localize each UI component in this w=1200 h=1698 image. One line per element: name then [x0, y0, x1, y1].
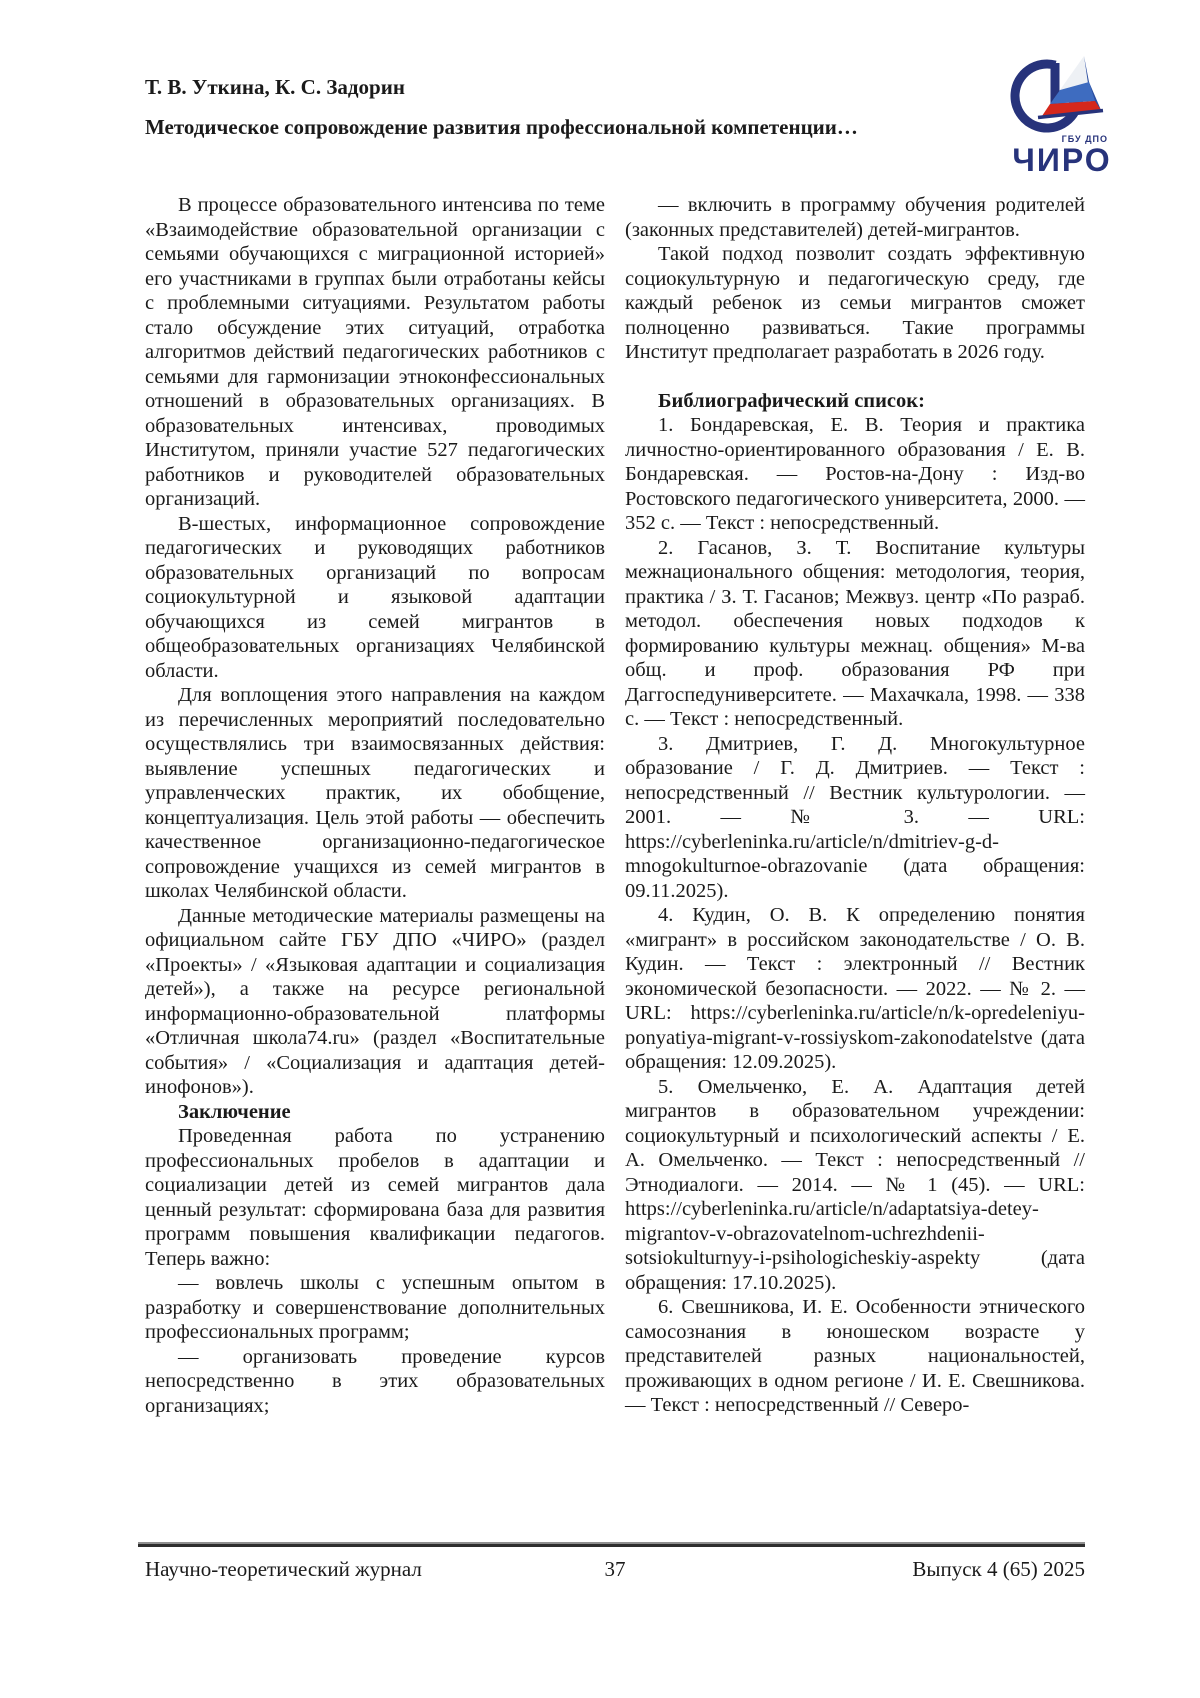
footer-issue: Выпуск 4 (65) 2025 — [912, 1557, 1085, 1581]
list-item: — организовать проведение курсов непосредственно в этих образовательных организациях; — [145, 1345, 605, 1417]
header-running-title: Методическое сопровождение развития профессиональной компетенции… — [145, 115, 858, 139]
bibliography-item: 1. Бондаревская, Е. В. Теория и практика личностно-ориентированного образования / Е. В. Бондаревская. — Ростов-на-Дону : Изд-во Ростовского педагогического университета, 2000. — 352 с. — Текст : непосредственный. — [625, 414, 1085, 534]
footer-journal-type: Научно-теоретический журнал — [145, 1557, 422, 1581]
left-column — [145, 193, 605, 1418]
bibliography-item: 5. Омельченко, Е. А. Адаптация детей мигрантов в образовательном учреждении: социокультурный и психологический аспекты / Е. А. Омельченко. — Текст : непосредственный // Этнодиалоги. — 2014. — № 1 (45). — URL: https://cyberleninka.ru/article/n/adaptatsiya-detey-migrantov-v-obrazovatelnom-uchrezhdenii-sotsiokulturnyy-i-psihologicheskiy-aspekty (дата обращения: 17.10.2025). — [625, 1075, 1085, 1294]
page-header — [145, 74, 965, 140]
footer-page-number: 37 — [604, 1557, 626, 1581]
logo-org-type: ГБУ ДПО — [1061, 134, 1108, 144]
conclusion-heading: Заключение — [178, 1100, 291, 1123]
bibliography-item: 3. Дмитриев, Г. Д. Многокультурное образование / Г. Д. Дмитриев. — Текст : непосредственный // Вестник культурологии. — 2001. — № 3. — URL: https://cyberleninka.ru/article/n/dmitriev-g-d-mnogokulturnoe-obrazovanie (дата обращения: 09.11.2025). — [625, 732, 1085, 902]
paragraph: В процессе образовательного интенсива по теме «Взаимодействие образовательной организации с семьями обучающихся с миграционной историей» его участниками в группах были отработаны кейсы с проблемными ситуациями. Результатом работы стало обсуждение этих ситуаций, отработка алгоритмов действий педагогических работников с семьями для гармонизации этноконфессиональных отношений в образовательных организациях. В образовательных интенсивах, проводимых Институтом, приняли участие 527 педагогических работников и руководителей образовательных организаций. — [145, 194, 605, 510]
list-item: — включить в программу обучения родителей (законных представителей) детей-мигрантов. — [625, 194, 1085, 241]
chiro-logo — [1002, 54, 1122, 178]
bibliography-item: 4. Кудин, О. В. К определению понятия «мигрант» в российском законодательстве / О. В. Кудин. — Текст : электронный // Вестник экономической безопасности. — 2022. — № 2. — URL: https://cyberleninka.ru/article/n/k-opredeleniyu-ponyatiya-migrant-v-rossiyskom-zakonodatelstve (дата обращения: 12.09.2025). — [625, 904, 1085, 1073]
bibliography-item: 6. Свешникова, И. Е. Особенности этнического самосознания в юношеском возрасте у представителей разных национальностей, проживающих в одном регионе / И. Е. Свешникова. — Текст : непосредственный // Северо- — [625, 1296, 1085, 1416]
paragraph: Проведенная работа по устранению профессиональных пробелов в адаптации и социализации детей из семей мигрантов дала ценный результат: сформирована база для развития программ повышения квалификации педагогов. Теперь важно: — [145, 1125, 605, 1270]
article-body — [145, 193, 1085, 1418]
paragraph: Такой подход позволит создать эффективную социокультурную и педагогическую среду, где каждый ребенок из семьи мигрантов сможет полноценно развиваться. Такие программы Институт предполагает разработать в 2026 году. — [625, 243, 1085, 363]
logo-org-name: ЧИРО — [1012, 142, 1112, 178]
paragraph: В-шестых, информационное сопровождение педагогических и руководящих работников образовательных организаций по вопросам социокультурной и языковой адаптации обучающихся из семей мигрантов в общеобразовательных организациях Челябинской области. — [145, 512, 605, 682]
paragraph: Для воплощения этого направления на каждом из перечисленных мероприятий последовательно осуществлялись три взаимосвязанных действия: выявление успешных педагогических и управленческих практик, их обобщение, концептуализация. Цель этой работы — обеспечить качественное организационно-педагогическое сопровождение учащихся из семей мигрантов в школах Челябинской области. — [145, 684, 605, 902]
bibliography-heading: Библиографический список: — [658, 389, 925, 412]
page-footer — [145, 1556, 1085, 1582]
footer-rule — [138, 1542, 1085, 1547]
chiro-emblem-icon — [1002, 54, 1122, 138]
header-authors: Т. В. Уткина, К. С. Задорин — [145, 75, 405, 99]
list-item: — вовлечь школы с успешным опытом в разработку и совершенствование дополнительных профессиональных программ; — [145, 1272, 605, 1343]
paragraph: Данные методические материалы размещены на официальном сайте ГБУ ДПО «ЧИРО» (раздел «Проекты» / «Языковая адаптации и социализация детей»), а также на ресурсе региональной информационно-образовательной платформы «Отличная школа74.ru» (раздел «Воспитательные события» / «Социализация и адаптация детей-инофонов»). — [145, 904, 605, 1098]
bibliography-item: 2. Гасанов, З. Т. Воспитание культуры межнационального общения: методология, теория, практика / З. Т. Гасанов; Межвуз. центр «По разраб. методол. обеспечения новых подходов к формированию культуры межнац. общения» М-ва общ. и проф. образования РФ при Даггоспедуниверситете. — Махачкала, 1998. — 338 с. — Текст : непосредственный. — [625, 536, 1085, 730]
right-column — [625, 193, 1085, 1418]
